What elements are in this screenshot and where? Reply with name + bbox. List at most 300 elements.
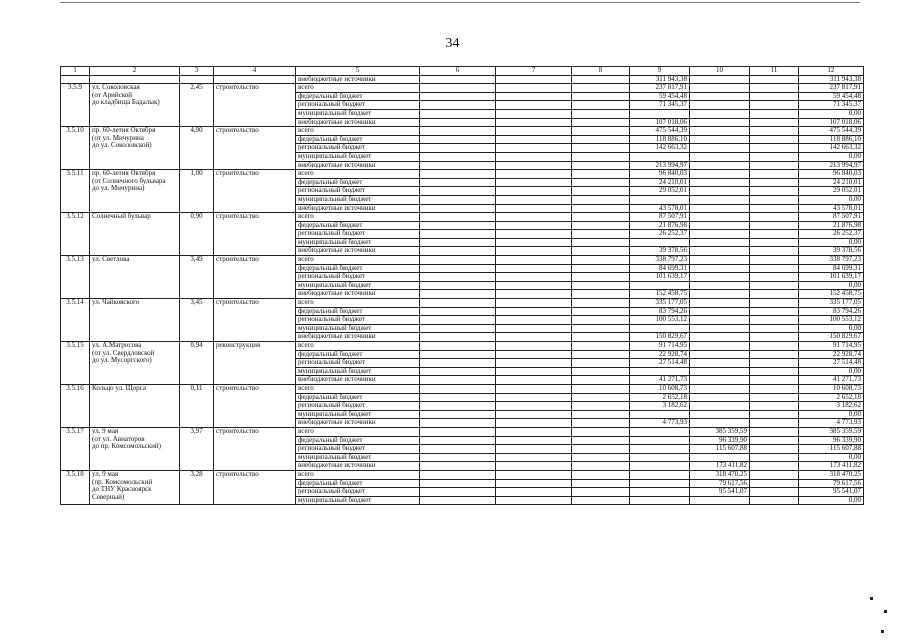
empty-cell: [420, 256, 496, 265]
value-col9: [630, 410, 690, 419]
col-header: 7: [496, 67, 572, 76]
source-cell: региональный бюджет: [296, 359, 420, 368]
empty-cell: [496, 436, 572, 445]
value-col10: [690, 84, 750, 93]
table-row: [61, 342, 864, 351]
value-col9: [630, 367, 690, 376]
empty-cell: [750, 410, 799, 419]
value-col10: [690, 419, 750, 428]
value-col10: [690, 75, 750, 84]
value-col10: [690, 393, 750, 402]
value-col10: [690, 135, 750, 144]
value-col10: 96 339,90: [690, 436, 750, 445]
value-col12: 96 339,90: [799, 436, 864, 445]
source-cell: внебюджетные источники: [296, 75, 420, 84]
value-col9: 39 378,56: [630, 247, 690, 256]
object-name-line: ул. 9 мая: [92, 470, 119, 478]
empty-cell: [496, 238, 572, 247]
value-col12: 22 928,74: [799, 350, 864, 359]
empty-cell: [750, 316, 799, 325]
empty-cell: [420, 436, 496, 445]
value-col9: 83 794,26: [630, 307, 690, 316]
length-km: 1,00: [180, 170, 214, 213]
value-col12: 84 699,31: [799, 264, 864, 273]
source-cell: всего: [296, 256, 420, 265]
value-col9: 213 994,97: [630, 161, 690, 170]
source-cell: региональный бюджет: [296, 445, 420, 454]
empty-cell: [420, 384, 496, 393]
empty-cell: [496, 470, 572, 479]
empty-cell: [420, 84, 496, 93]
value-col12: 311 943,38: [799, 75, 864, 84]
source-cell: федеральный бюджет: [296, 307, 420, 316]
empty-cell: [750, 402, 799, 411]
length-km: 3,28: [180, 470, 214, 504]
empty-cell: [750, 419, 799, 428]
item-number: 3.5.11: [61, 170, 90, 213]
empty-cell: [750, 195, 799, 204]
empty-cell: [750, 350, 799, 359]
value-col9: 21 876,98: [630, 221, 690, 230]
empty-cell: [572, 479, 630, 488]
col-header: 10: [690, 67, 750, 76]
object-name-line: (пр. Комсомольский: [92, 477, 153, 486]
item-number: 3.5.18: [61, 470, 90, 504]
empty-cell: [420, 187, 496, 196]
empty-cell: [420, 470, 496, 479]
value-col10: 385 359,59: [690, 427, 750, 436]
empty-cell: [750, 281, 799, 290]
value-col9: [630, 479, 690, 488]
value-col10: [690, 299, 750, 308]
empty-cell: [496, 342, 572, 351]
value-col12: 0,00: [799, 453, 864, 462]
empty-cell: [572, 109, 630, 118]
empty-cell: [572, 393, 630, 402]
value-col9: 150 829,67: [630, 333, 690, 342]
source-cell: федеральный бюджет: [296, 436, 420, 445]
empty-cell: [750, 92, 799, 101]
source-cell: всего: [296, 170, 420, 179]
empty-cell: [572, 359, 630, 368]
object-name-line: пр. 60-летия Октября: [92, 126, 156, 135]
value-col12: 79 617,56: [799, 479, 864, 488]
object-name: [90, 256, 180, 299]
work-kind: строительство: [214, 213, 296, 256]
source-cell: внебюджетные источники: [296, 118, 420, 127]
source-cell: муниципальный бюджет: [296, 410, 420, 419]
value-col12: 10 608,73: [799, 384, 864, 393]
empty-cell: [750, 178, 799, 187]
empty-cell: [496, 488, 572, 497]
value-col12: 41 271,73: [799, 376, 864, 385]
value-col10: [690, 152, 750, 161]
empty-cell: [750, 264, 799, 273]
value-col10: [690, 367, 750, 376]
value-col10: [690, 161, 750, 170]
value-col12: 29 052,01: [799, 187, 864, 196]
source-cell: всего: [296, 213, 420, 222]
value-col12: 142 663,32: [799, 144, 864, 153]
value-col12: 27 514,48: [799, 359, 864, 368]
source-cell: федеральный бюджет: [296, 479, 420, 488]
value-col10: [690, 453, 750, 462]
empty-cell: [420, 462, 496, 471]
empty-cell: [496, 109, 572, 118]
empty-cell: [496, 256, 572, 265]
empty-cell: [750, 273, 799, 282]
value-col12: 26 252,37: [799, 230, 864, 239]
object-name-line: (от Арийской: [92, 90, 132, 99]
work-kind: строительство: [214, 427, 296, 470]
empty-cell: [750, 256, 799, 265]
table-row: [61, 170, 864, 179]
empty-cell: [420, 221, 496, 230]
empty-cell: [572, 427, 630, 436]
empty-cell: [572, 256, 630, 265]
empty-cell: [750, 135, 799, 144]
value-col10: [690, 127, 750, 136]
empty-cell: [750, 384, 799, 393]
empty-cell: [572, 221, 630, 230]
empty-cell: [572, 316, 630, 325]
empty-cell: [420, 376, 496, 385]
empty-cell: [496, 419, 572, 428]
source-cell: муниципальный бюджет: [296, 453, 420, 462]
empty-cell: [750, 152, 799, 161]
value-col9: [630, 195, 690, 204]
source-cell: внебюджетные источники: [296, 204, 420, 213]
scan-speck: [870, 597, 873, 600]
empty-cell: [572, 178, 630, 187]
empty-cell: [572, 299, 630, 308]
empty-cell: [750, 333, 799, 342]
empty-cell: [496, 402, 572, 411]
empty-cell: [750, 470, 799, 479]
value-col10: [690, 221, 750, 230]
source-cell: региональный бюджет: [296, 488, 420, 497]
value-col9: [630, 238, 690, 247]
value-col10: 95 541,07: [690, 488, 750, 497]
object-name-line: ул. А.Матросова: [92, 341, 142, 349]
empty-cell: [496, 101, 572, 110]
empty-cell: [496, 135, 572, 144]
empty-cell: [750, 342, 799, 351]
work-kind: строительство: [214, 299, 296, 342]
item-number: 3.5.9: [61, 84, 90, 127]
empty-cell: [572, 161, 630, 170]
value-col9: 338 797,23: [630, 256, 690, 265]
value-col9: 118 886,10: [630, 135, 690, 144]
object-name: [90, 342, 180, 385]
object-name-line: до ул. Мичурина): [92, 184, 145, 193]
length-km: 0,94: [180, 342, 214, 385]
empty-cell: [420, 273, 496, 282]
item-number: 3.5.14: [61, 299, 90, 342]
table-row: [61, 384, 864, 393]
value-col9: [630, 445, 690, 454]
source-cell: всего: [296, 84, 420, 93]
empty-cell: [750, 230, 799, 239]
empty-cell: [496, 187, 572, 196]
value-col12: 118 886,10: [799, 135, 864, 144]
empty-cell: [572, 488, 630, 497]
empty-cell: [572, 342, 630, 351]
empty-cell: [572, 290, 630, 299]
empty-cell: [420, 427, 496, 436]
empty-cell: [496, 221, 572, 230]
col-header: 2: [90, 67, 180, 76]
empty-cell: [750, 462, 799, 471]
value-col12: 0,00: [799, 109, 864, 118]
value-col9: 41 271,73: [630, 376, 690, 385]
empty-cell: [572, 333, 630, 342]
value-col12: 43 578,01: [799, 204, 864, 213]
value-col12: 21 876,98: [799, 221, 864, 230]
value-col9: [630, 152, 690, 161]
length-km: 3,45: [180, 299, 214, 342]
value-col12: 0,00: [799, 324, 864, 333]
empty-cell: [572, 350, 630, 359]
object-name-line: Солнечный бульвар: [92, 212, 151, 221]
empty-cell: [496, 178, 572, 187]
source-cell: федеральный бюджет: [296, 264, 420, 273]
empty-cell: [572, 436, 630, 445]
item-number: 3.5.15: [61, 342, 90, 385]
value-col10: 115 607,88: [690, 445, 750, 454]
value-col9: 71 345,37: [630, 101, 690, 110]
value-col10: [690, 290, 750, 299]
empty-cell: [572, 307, 630, 316]
value-col10: [690, 384, 750, 393]
source-cell: региональный бюджет: [296, 101, 420, 110]
empty-cell: [420, 445, 496, 454]
value-col10: [690, 195, 750, 204]
item-number: 3.5.17: [61, 427, 90, 470]
value-col10: [690, 213, 750, 222]
value-col9: [630, 281, 690, 290]
value-col12: 152 458,75: [799, 290, 864, 299]
source-cell: всего: [296, 470, 420, 479]
source-cell: федеральный бюджет: [296, 178, 420, 187]
empty-cell: [420, 359, 496, 368]
empty-cell: [496, 479, 572, 488]
value-col10: 318 470,25: [690, 470, 750, 479]
value-col10: [690, 144, 750, 153]
col-header: 6: [420, 67, 496, 76]
work-kind: строительство: [214, 84, 296, 127]
value-col9: 311 943,38: [630, 75, 690, 84]
object-name: [90, 427, 180, 470]
value-col9: 142 663,32: [630, 144, 690, 153]
empty-cell: [496, 170, 572, 179]
value-col10: [690, 496, 750, 505]
work-kind: строительство: [214, 256, 296, 299]
col-header: 3: [180, 67, 214, 76]
value-col9: 237 817,91: [630, 84, 690, 93]
value-col9: 84 699,31: [630, 264, 690, 273]
empty-cell: [496, 453, 572, 462]
object-name-line: Северный): [92, 492, 125, 501]
table-row: [61, 84, 864, 93]
value-col10: [690, 410, 750, 419]
empty-cell: [750, 109, 799, 118]
empty-cell: [420, 152, 496, 161]
empty-cell: [572, 496, 630, 505]
object-name: [90, 384, 180, 427]
value-col12: 0,00: [799, 238, 864, 247]
value-col9: 475 544,39: [630, 127, 690, 136]
empty-cell: [750, 144, 799, 153]
empty-cell: [572, 445, 630, 454]
empty-cell: [420, 195, 496, 204]
value-col12: 96 840,03: [799, 170, 864, 179]
scan-speck: [881, 630, 884, 633]
source-cell: муниципальный бюджет: [296, 367, 420, 376]
empty-cell: [496, 333, 572, 342]
empty-cell: [420, 109, 496, 118]
value-col10: 79 617,56: [690, 479, 750, 488]
value-col12: 100 553,12: [799, 316, 864, 325]
empty-cell: [572, 419, 630, 428]
empty-cell: [420, 144, 496, 153]
value-col9: 29 052,01: [630, 187, 690, 196]
empty-cell: [750, 393, 799, 402]
empty-cell: [572, 204, 630, 213]
value-col9: 91 714,95: [630, 342, 690, 351]
value-col9: [630, 462, 690, 471]
value-col9: 101 639,17: [630, 273, 690, 282]
value-col9: 24 210,01: [630, 178, 690, 187]
value-col9: [630, 453, 690, 462]
empty-cell: [420, 393, 496, 402]
empty-cell: [572, 410, 630, 419]
empty-cell: [496, 393, 572, 402]
value-col9: 59 454,48: [630, 92, 690, 101]
source-cell: федеральный бюджет: [296, 221, 420, 230]
empty-cell: [496, 144, 572, 153]
value-col12: 0,00: [799, 152, 864, 161]
source-cell: федеральный бюджет: [296, 92, 420, 101]
object-name-line: до пр. Комсомольский): [92, 442, 162, 451]
table-body: [61, 75, 864, 505]
source-cell: региональный бюджет: [296, 316, 420, 325]
empty-cell: [572, 127, 630, 136]
empty-cell: [496, 290, 572, 299]
empty-cell: [496, 161, 572, 170]
empty-cell: [496, 84, 572, 93]
empty-cell: [420, 290, 496, 299]
value-col10: [690, 402, 750, 411]
empty-cell: [420, 342, 496, 351]
table-row: [61, 256, 864, 265]
empty-cell: [420, 101, 496, 110]
source-cell: региональный бюджет: [296, 144, 420, 153]
value-col12: 24 210,01: [799, 178, 864, 187]
value-col12: 39 378,56: [799, 247, 864, 256]
empty-cell: [420, 264, 496, 273]
empty-cell: [750, 324, 799, 333]
source-cell: всего: [296, 127, 420, 136]
value-col9: [630, 427, 690, 436]
object-name-line: до ул. Мусоргского): [92, 356, 152, 365]
source-cell: внебюджетные источники: [296, 161, 420, 170]
value-col9: [630, 470, 690, 479]
length-km: 4,90: [180, 127, 214, 170]
empty-cell: [496, 359, 572, 368]
work-kind: строительство: [214, 470, 296, 504]
source-cell: муниципальный бюджет: [296, 109, 420, 118]
value-col12: 237 817,91: [799, 84, 864, 93]
column-number-row: [61, 67, 864, 76]
empty-cell: [420, 238, 496, 247]
empty-cell: [420, 488, 496, 497]
object-name-line: (от ул. Свердловской: [92, 348, 155, 357]
empty-cell: [496, 496, 572, 505]
value-col9: 100 553,12: [630, 316, 690, 325]
table-row: [61, 427, 864, 436]
value-col10: [690, 342, 750, 351]
table-row: [61, 213, 864, 222]
empty-cell: [572, 101, 630, 110]
empty-cell: [420, 324, 496, 333]
table-row: [61, 127, 864, 136]
empty-cell: [420, 479, 496, 488]
empty-cell: [420, 316, 496, 325]
source-cell: федеральный бюджет: [296, 350, 420, 359]
empty-cell: [496, 410, 572, 419]
empty-cell: [496, 92, 572, 101]
empty-cell: [750, 445, 799, 454]
value-col9: 2 652,18: [630, 393, 690, 402]
length-km: 0,11: [180, 384, 214, 427]
empty-cell: [572, 238, 630, 247]
object-name-line: до ул. Соколовской): [92, 141, 152, 150]
value-col12: 318 470,25: [799, 470, 864, 479]
work-kind: реконструкция: [214, 342, 296, 385]
empty-cell: [750, 161, 799, 170]
value-col10: [690, 101, 750, 110]
work-kind: строительство: [214, 384, 296, 427]
value-col9: [630, 436, 690, 445]
source-cell: федеральный бюджет: [296, 135, 420, 144]
object-name-line: ул. 9 мая: [92, 427, 119, 435]
item-number: 3.5.16: [61, 384, 90, 427]
empty-cell: [496, 324, 572, 333]
empty-cell: [572, 92, 630, 101]
empty-cell: [750, 479, 799, 488]
value-col12: 0,00: [799, 410, 864, 419]
empty-cell: [420, 135, 496, 144]
empty-cell: [496, 264, 572, 273]
empty-cell: [496, 299, 572, 308]
empty-cell: [750, 367, 799, 376]
value-col10: [690, 247, 750, 256]
empty-cell: [572, 135, 630, 144]
object-name-line: до ТНУ Красноярск: [92, 485, 152, 494]
object-name-line: ул. Соколовская: [92, 83, 140, 92]
empty-cell: [572, 170, 630, 179]
empty-cell: [750, 221, 799, 230]
value-col10: [690, 376, 750, 385]
value-col12: 83 794,26: [799, 307, 864, 316]
value-col10: [690, 92, 750, 101]
value-col9: [630, 109, 690, 118]
source-cell: внебюджетные источники: [296, 290, 420, 299]
source-cell: всего: [296, 299, 420, 308]
source-cell: муниципальный бюджет: [296, 195, 420, 204]
value-col9: 87 507,91: [630, 213, 690, 222]
